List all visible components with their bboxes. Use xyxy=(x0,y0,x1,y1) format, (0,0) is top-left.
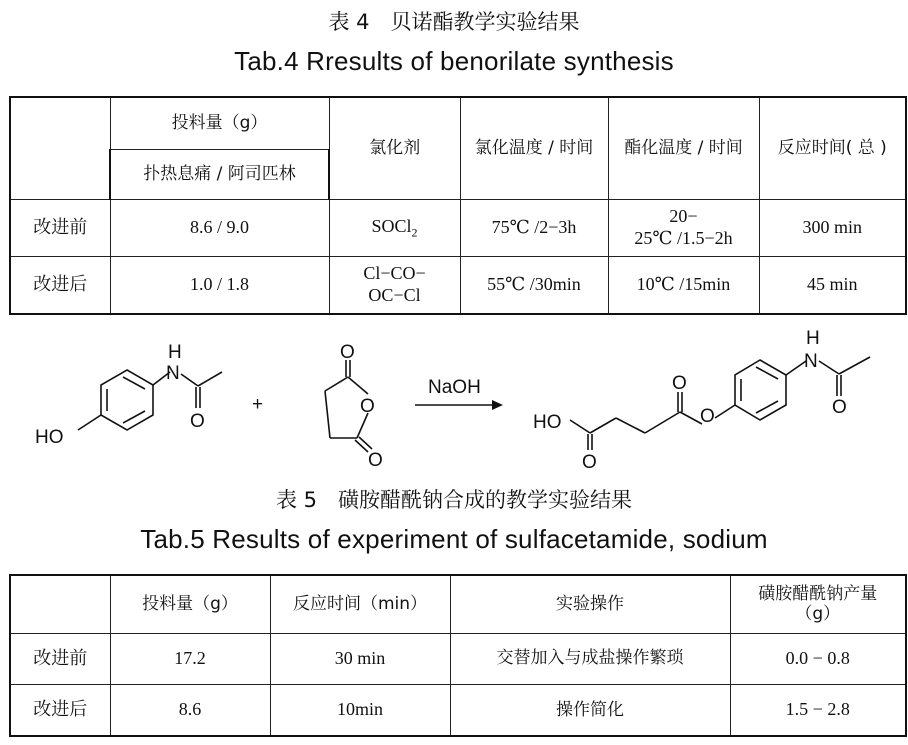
cell-time: 45 min xyxy=(759,256,906,314)
atom-o-6: O xyxy=(672,373,687,394)
atom-h-2: H xyxy=(806,330,820,349)
cell-agent xyxy=(329,199,460,256)
table4-header-feed-sub: 扑热息痛 / 阿司匹林 xyxy=(110,149,329,199)
table-row xyxy=(10,256,906,314)
atom-h-1: H xyxy=(168,342,182,363)
agent-formula: SOCl xyxy=(371,215,412,236)
atom-o-7: O xyxy=(700,406,715,427)
cell-time: 30 min xyxy=(270,633,450,684)
cell-feed: 17.2 xyxy=(110,633,270,684)
reagent-label: NaOH xyxy=(428,377,481,398)
table5-title-en: Tab.5 Results of experiment of sulfacetamide, sodium xyxy=(140,524,768,554)
table5-corner-cell xyxy=(10,575,110,633)
cell-feed: 1.0 / 1.8 xyxy=(110,256,329,314)
atom-n-1: N xyxy=(166,363,180,384)
agent-line-1: Cl−CO− xyxy=(363,263,426,284)
atom-o-4: O xyxy=(368,450,383,471)
table4-header-chlorination: 氯化温度 / 时间 xyxy=(460,97,608,199)
table-row xyxy=(10,684,906,736)
table5-header-operation: 实验操作 xyxy=(450,575,730,633)
agent-subscript: 2 xyxy=(411,225,418,240)
table5-header-reaction-time: 反应时间（min） xyxy=(270,575,450,633)
cell-agent xyxy=(329,256,460,314)
cell-yield: 0.0 − 0.8 xyxy=(730,633,906,684)
cell-operation: 交替加入与成盐操作繁琐 xyxy=(450,633,730,684)
atom-o-2: O xyxy=(340,342,355,363)
atom-o-8: O xyxy=(832,397,847,418)
table5 xyxy=(9,574,907,737)
table4-title-cn: 表 4 贝诺酯教学实验结果 xyxy=(328,10,580,34)
reaction-scheme xyxy=(0,330,908,472)
table4-title-en: Tab.4 Rresults of benorilate synthesis xyxy=(234,46,674,76)
plus-sign: + xyxy=(252,394,264,415)
ester-line-2: 25℃ /1.5−2h xyxy=(634,227,733,248)
cell-feed: 8.6 / 9.0 xyxy=(110,199,329,256)
arrow-head xyxy=(492,400,503,410)
table4-header-agent: 氯化剂 xyxy=(329,97,460,199)
row-label: 改进后 xyxy=(10,256,110,314)
atom-ho-1: HO xyxy=(35,427,64,448)
atom-o-5: O xyxy=(582,452,597,472)
cell-time: 300 min xyxy=(759,199,906,256)
atom-o-3: O xyxy=(360,396,375,417)
table4-header-reaction-time: 反应时间( 总 ) xyxy=(759,97,906,199)
cell-esterification: 10℃ /15min xyxy=(608,256,759,314)
table5-header-feed: 投料量（g） xyxy=(110,575,270,633)
cell-time: 10min xyxy=(270,684,450,736)
table5-title-cn: 表 5 磺胺醋酰钠合成的教学实验结果 xyxy=(275,488,633,512)
table4-header-esterification: 酯化温度 / 时间 xyxy=(608,97,759,199)
cell-feed: 8.6 xyxy=(110,684,270,736)
cell-chlorination: 75℃ /2−3h xyxy=(460,199,608,256)
table4 xyxy=(9,96,907,315)
atom-o-1: O xyxy=(190,411,205,432)
cell-esterification xyxy=(608,199,759,256)
row-label: 改进前 xyxy=(10,199,110,256)
atom-n-2: N xyxy=(804,351,818,372)
atom-ho-2: HO xyxy=(533,412,562,433)
yield-header-line-1: 磺胺醋酰钠产量 xyxy=(758,583,878,604)
cell-operation: 操作简化 xyxy=(450,684,730,736)
cell-yield: 1.5 − 2.8 xyxy=(730,684,906,736)
cell-chlorination: 55℃ /30min xyxy=(460,256,608,314)
agent-line-2: OC−Cl xyxy=(368,284,421,305)
table5-header-yield xyxy=(730,575,906,633)
table-row xyxy=(10,199,906,256)
ester-line-1: 20− xyxy=(669,205,698,226)
table-row xyxy=(10,633,906,684)
row-label: 改进后 xyxy=(10,684,110,736)
table4-corner-cell xyxy=(10,97,110,199)
row-label: 改进前 xyxy=(10,633,110,684)
table4-header-feed: 投料量（g） xyxy=(110,97,329,149)
yield-header-line-2: （g） xyxy=(795,604,841,625)
